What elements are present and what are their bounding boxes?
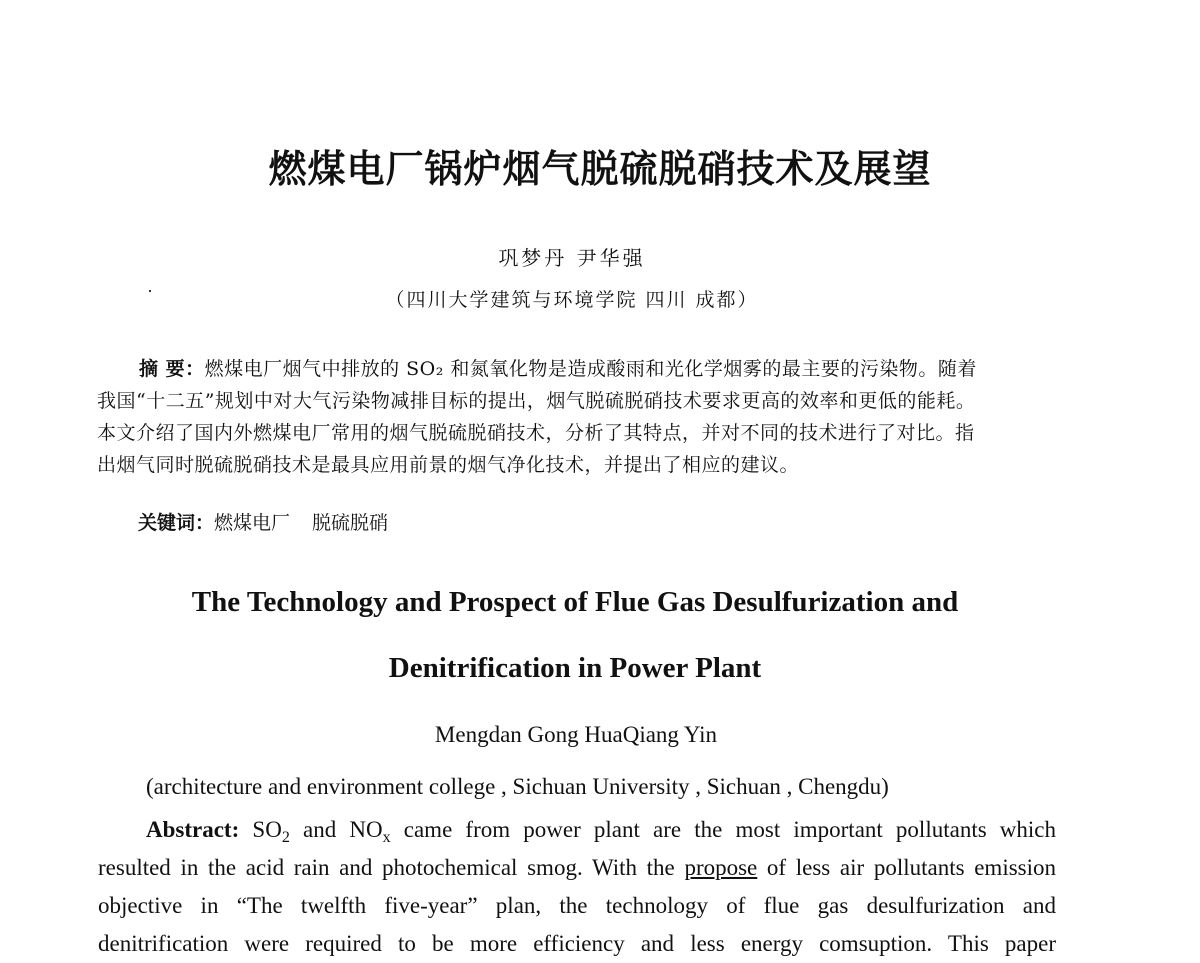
chinese-title: 燃煤电厂锅炉烟气脱硫脱硝技术及展望 bbox=[268, 146, 932, 191]
abstract-text: and NO bbox=[289, 817, 383, 842]
english-authors: Mengdan Gong HuaQiang Yin bbox=[434, 722, 718, 747]
english-abstract-line: objective in “The twelfth five-year” plan, the technology of flue gas desulfurization and bbox=[98, 893, 1056, 918]
abstract-text: of less air pollutants emission bbox=[757, 855, 1056, 880]
chinese-abstract-text: 燃煤电厂烟气中排放的 SO₂ 和氮氧化物是造成酸雨和光化学烟雾的最主要的污染物。随着 bbox=[204, 358, 977, 380]
english-title-line-1: The Technology and Prospect of Flue Gas Desulfurization and bbox=[191, 586, 959, 618]
chinese-abstract-line: 我国“十二五”规划中对大气污染物减排目标的提出，烟气脱硫脱硝技术要求更高的效率和更低的能耗。 bbox=[97, 390, 976, 412]
english-abstract-label: Abstract: bbox=[146, 817, 240, 842]
english-abstract-line bbox=[98, 849, 1056, 887]
chinese-affiliation: （四川大学建筑与环境学院 四川 成都） bbox=[385, 289, 759, 311]
abstract-text: resulted in the acid rain and photochemical smog. With the bbox=[98, 855, 685, 880]
underlined-word: propose bbox=[684, 855, 758, 880]
english-abstract-line bbox=[98, 811, 1056, 849]
english-affiliation: (architecture and environment college , Sichuan University , Sichuan , Chengdu) bbox=[146, 774, 889, 799]
chinese-keywords-label: 关键词： bbox=[138, 512, 215, 534]
scan-speck bbox=[149, 290, 151, 292]
abstract-text: came from power plant are the most important pollutants which bbox=[390, 817, 1057, 842]
chinese-authors: 巩梦丹 尹华强 bbox=[498, 246, 646, 270]
abstract-text: SO bbox=[252, 817, 282, 842]
chinese-abstract-line: 本文介绍了国内外燃煤电厂常用的烟气脱硫脱硝技术，分析了其特点，并对不同的技术进行了对比。指 bbox=[97, 422, 975, 444]
english-title-line-2: Denitrification in Power Plant bbox=[388, 652, 762, 684]
chinese-abstract bbox=[97, 353, 1053, 481]
chinese-keywords bbox=[138, 508, 388, 538]
chinese-abstract-line bbox=[97, 353, 1053, 385]
keyword: 脱硫脱硝 bbox=[312, 512, 389, 534]
chinese-abstract-line: 出烟气同时脱硫脱硝技术是最具应用前景的烟气净化技术，并提出了相应的建议。 bbox=[97, 454, 800, 476]
subscript: 2 bbox=[281, 828, 290, 846]
keyword: 燃煤电厂 bbox=[214, 512, 291, 534]
english-abstract bbox=[98, 811, 1056, 963]
chinese-abstract-label: 摘 要： bbox=[139, 358, 205, 380]
subscript: x bbox=[382, 828, 391, 846]
english-abstract-line: denitrification were required to be more efficiency and less energy comsuption. This paper bbox=[98, 931, 1056, 956]
